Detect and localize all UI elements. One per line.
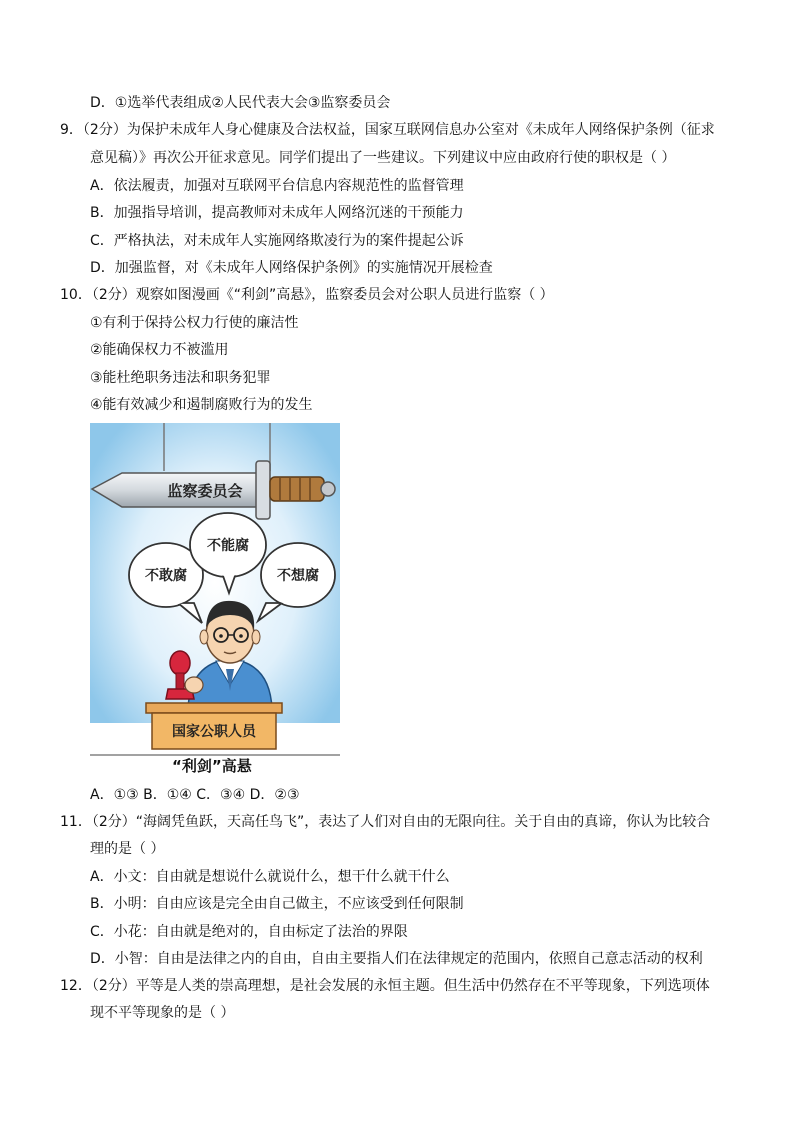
question-9-option-c: C．严格执法，对未成年人实施网络欺凌行为的案件提起公诉: [90, 233, 464, 249]
question-10-stem: 10．（2分）观察如图漫画《“利剑”高悬》，监察委员会对公职人员进行监察（ ）: [60, 287, 554, 303]
question-9-option-d: D．加强监督，对《未成年人网络保护条例》的实施情况开展检查: [90, 260, 493, 276]
question-9-option-b: B．加强指导培训，提高教师对未成年人网络沉迷的干预能力: [90, 205, 464, 221]
bubble-left-text: 不敢腐: [145, 568, 187, 584]
question-8-option-d: D．①选举代表组成②人民代表大会③监察委员会: [90, 95, 391, 111]
bubble-center-text: 不能腐: [207, 538, 249, 554]
question-9-stem-line1: 9．（2分）为保护未成年人身心健康及合法权益，国家互联网信息办公室对《未成年人网络保护条例（征求: [60, 122, 715, 138]
question-11-option-b: B．小明：自由应该是完全由自己做主，不应该受到任何限制: [90, 896, 464, 912]
sword-cartoon-image: [90, 423, 340, 763]
question-12-stem-line2: 现不平等现象的是（ ）: [90, 1005, 235, 1021]
question-11-option-d: D．小智：自由是法律之内的自由，自由主要指人们在法律规定的范围内，依照自己意志活动的权利: [90, 951, 703, 967]
question-10-statement-1: ①有利于保持公权力行使的廉洁性: [90, 315, 299, 331]
desk-label: 国家公职人员: [172, 724, 256, 740]
question-10-statement-4: ④能有效减少和遏制腐败行为的发生: [90, 397, 313, 413]
question-9-option-a: A．依法履责，加强对互联网平台信息内容规范性的监督管理: [90, 178, 464, 194]
cartoon-caption: “利剑”高悬: [172, 757, 252, 775]
question-11-option-c: C．小花：自由就是绝对的，自由标定了法治的界限: [90, 924, 408, 940]
sword-label: 监察委员会: [167, 482, 243, 500]
question-10-statement-2: ②能确保权力不被滥用: [90, 342, 229, 358]
question-11-stem-line2: 理的是（ ）: [90, 841, 165, 857]
question-11-option-a: A．小文：自由就是想说什么就说什么，想干什么就干什么: [90, 869, 450, 885]
question-11-stem-line1: 11．（2分）“海阔凭鱼跃，天高任鸟飞”，表达了人们对自由的无限向往。关于自由的真谛，你认为比较合: [60, 814, 711, 830]
question-10-statement-3: ③能杜绝职务违法和职务犯罪: [90, 370, 271, 386]
question-12-stem-line1: 12．（2分）平等是人类的崇高理想，是社会发展的永恒主题。但生活中仍然存在不平等现象，下列选项体: [60, 978, 710, 994]
question-9-stem-line2: 意见稿）》再次公开征求意见。同学们提出了一些建议。下列建议中应由政府行使的职权是（ ）: [90, 150, 676, 166]
question-10-options: A．①③ B．①④ C．③④ D．②③: [90, 787, 300, 803]
bubble-right-text: 不想腐: [277, 568, 319, 584]
